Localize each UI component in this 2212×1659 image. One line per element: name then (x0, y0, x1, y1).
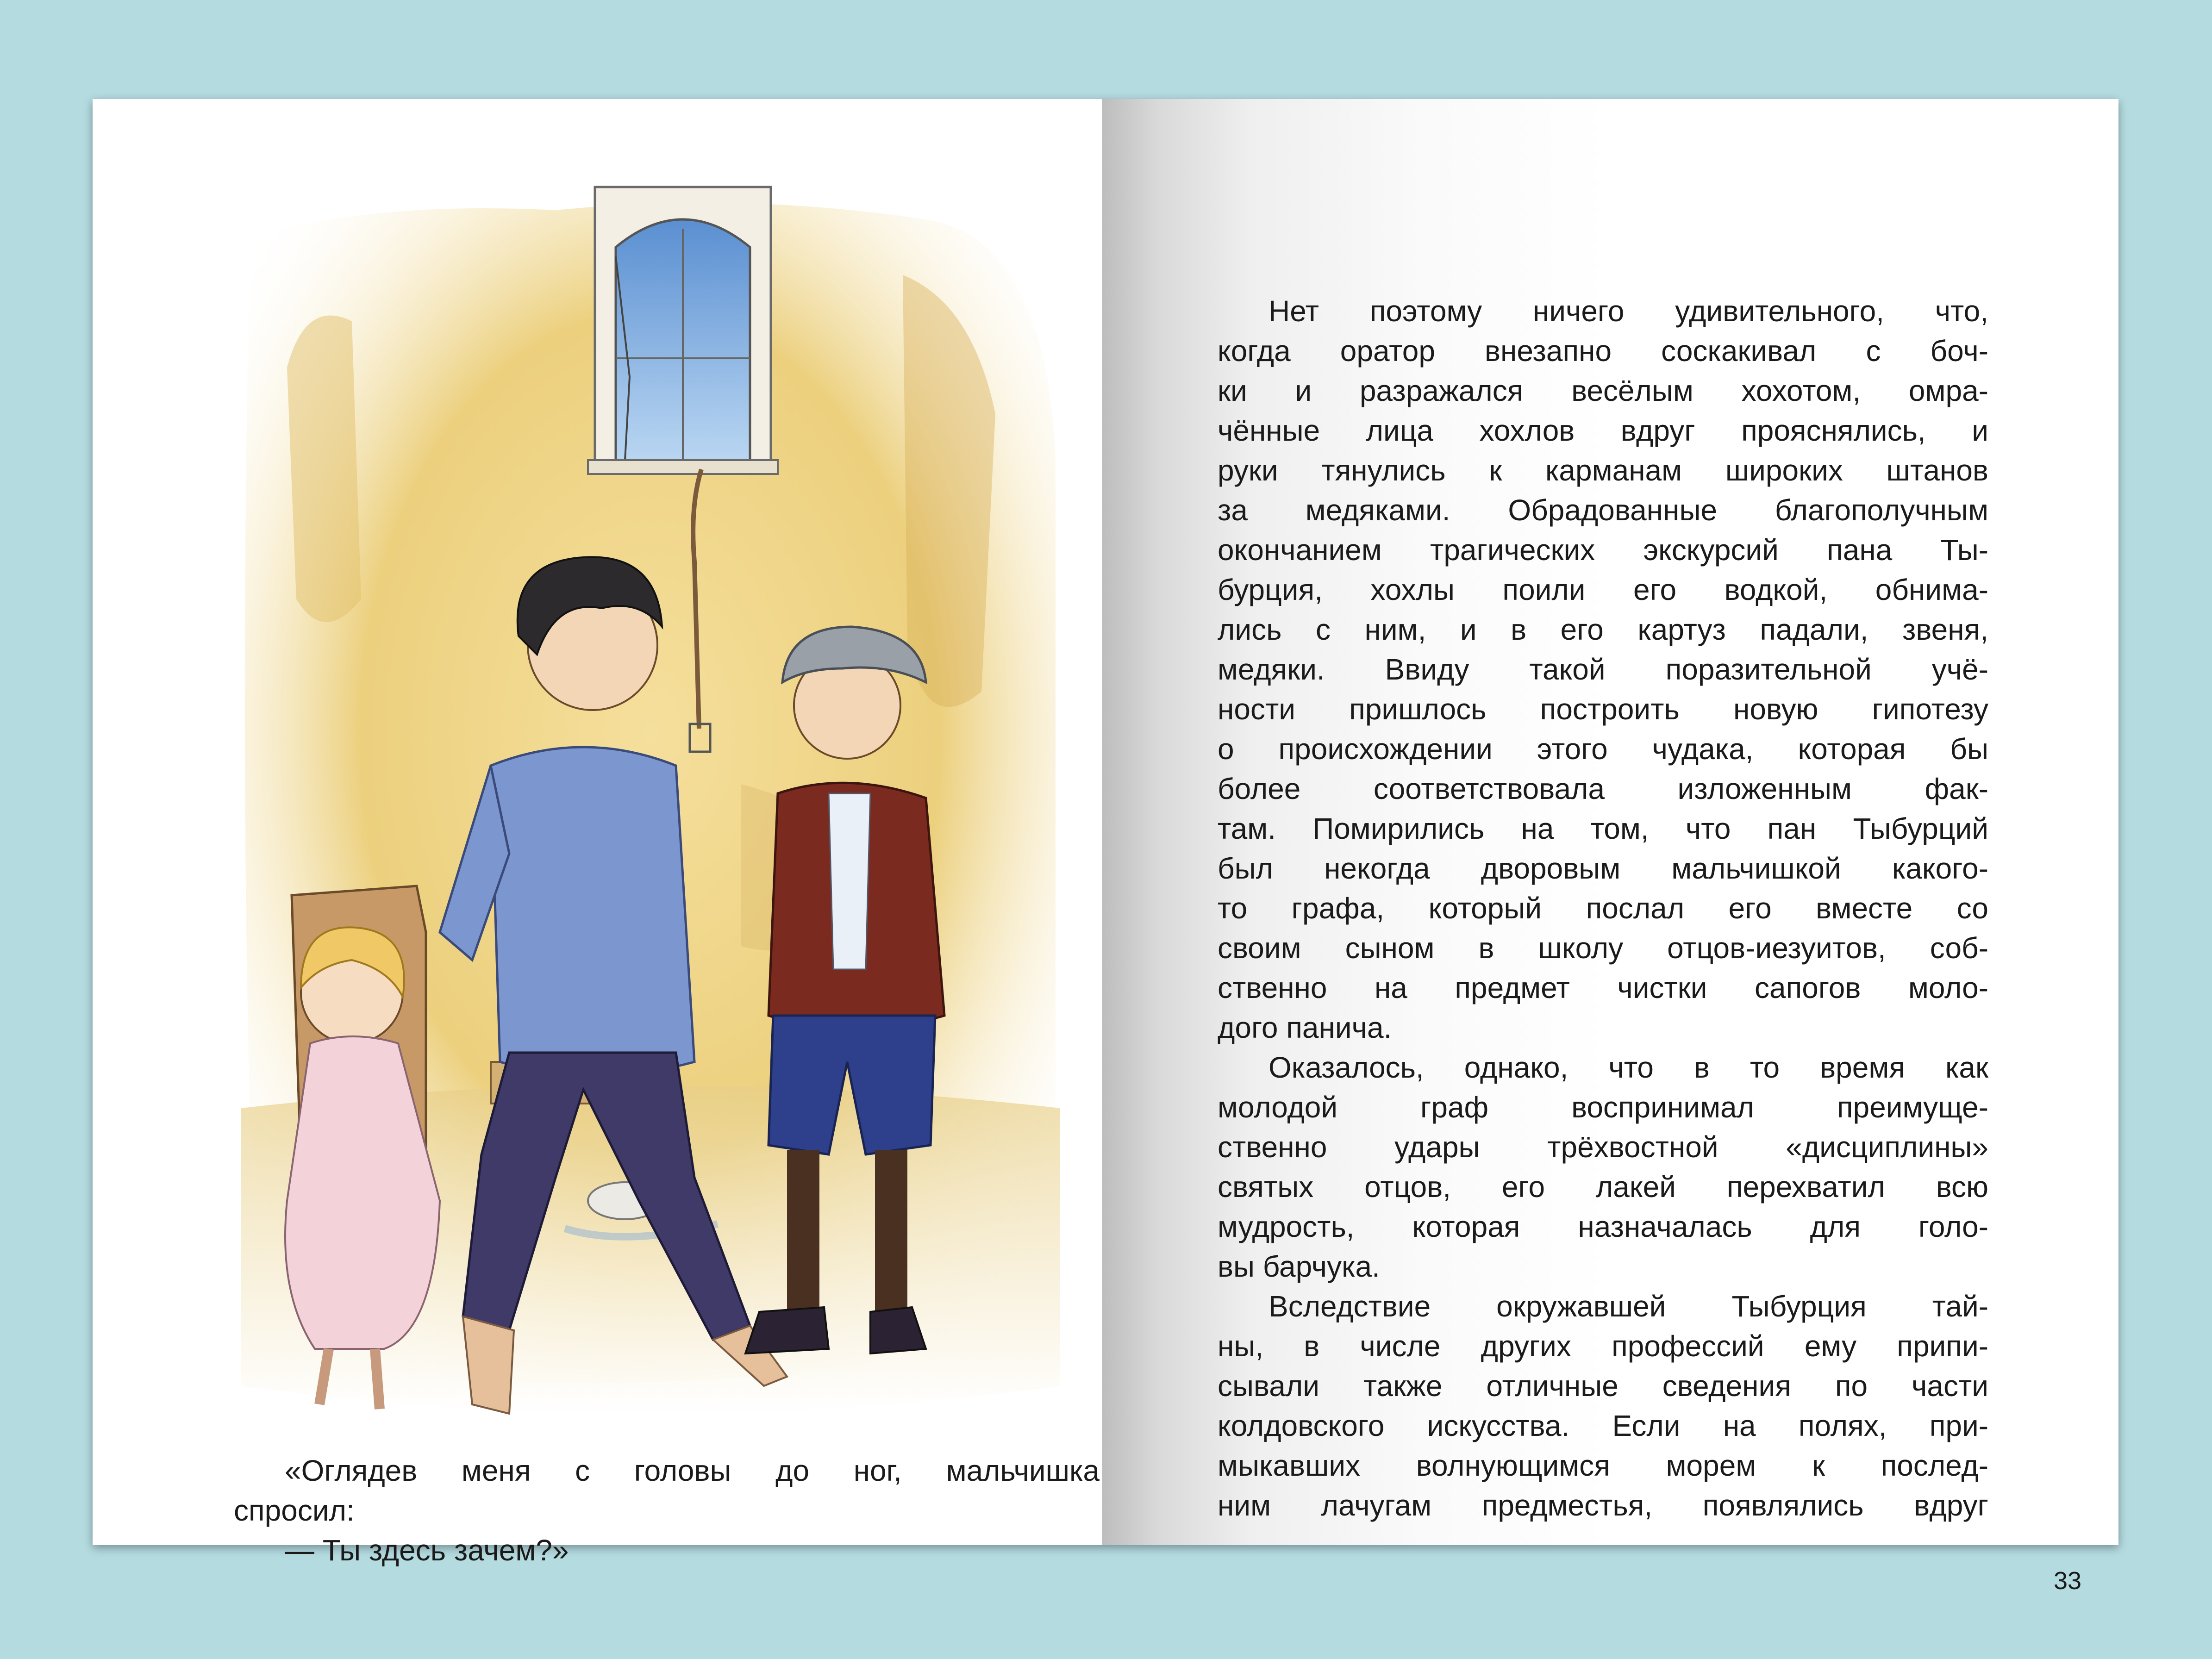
text-line: о происхождении этого чудака, которая бы (1218, 732, 1988, 766)
illustration (231, 182, 1065, 1441)
text-line: ны, в числе других профессий ему припи- (1218, 1329, 1988, 1363)
text-line: ним лачугам предместья, появлялись вдруг (1218, 1489, 1988, 1522)
text-line: сывали также отличные сведения по части (1218, 1369, 1988, 1403)
text-line: то графа, который послал его вместе со (1218, 892, 1988, 925)
caption-line: «Оглядев меня с головы до ног, мальчишка (285, 1454, 1100, 1487)
text-line: колдовского искусства. Если на полях, при- (1218, 1409, 1988, 1442)
text-line: более соответствовала изложенным фак- (1218, 772, 1988, 805)
text-line: святых отцов, его лакей перехватил всю (1218, 1170, 1988, 1204)
text-line: окончанием трагических экскурсий пана Ты- (1218, 533, 1988, 567)
text-line: там. Помирились на том, что пан Тыбурций (1218, 812, 1988, 845)
text-line: ки и разражался весёлым хохотом, омра- (1218, 374, 1988, 407)
text-line: мыкавших волнующимся морем к послед- (1218, 1449, 1988, 1482)
text-line: своим сыном в школу отцов-иезуитов, соб- (1218, 931, 1988, 965)
left-page (93, 99, 1102, 1567)
text-line: ности пришлось построить новую гипотезу (1218, 692, 1988, 726)
book-spread (93, 99, 2118, 1595)
caption-line: спросил: (234, 1494, 355, 1527)
text-line: чённые лица хохлов вдруг прояснялись, и (1218, 414, 1988, 447)
text-line: Нет поэтому ничего удивительного, что, (1268, 294, 1988, 328)
text-line: дого панича. (1218, 1011, 1392, 1044)
text-line: руки тянулись к карманам широких штанов (1218, 454, 1988, 487)
text-line: молодой граф воспринимал преимуще- (1218, 1091, 1988, 1124)
text-line: бурция, хохлы поили его водкой, обнима- (1218, 573, 1988, 606)
text-line: Оказалось, однако, что в то время как (1268, 1051, 1988, 1084)
text-line: мудрость, которая назначалась для голо- (1218, 1210, 1988, 1243)
text-line: вы барчука. (1218, 1250, 1380, 1283)
text-line: ственно на предмет чистки сапогов моло- (1218, 971, 1988, 1004)
page-number: 33 (2054, 1567, 2082, 1595)
illustration-caption (234, 1451, 1100, 1570)
text-line: медяки. Ввиду такой поразительной учё- (1218, 653, 1988, 686)
text-line: ственно удары трёхвостной «дисциплины» (1218, 1130, 1988, 1164)
text-line: Вследствие окружавшей Тыбурция тай- (1268, 1290, 1988, 1323)
text-line: лись с ним, и в его картуз падали, звеня, (1218, 613, 1988, 646)
text-line: был некогда дворовым мальчишкой какого- (1218, 852, 1988, 885)
text-line: за медяками. Обрадованные благополучным (1218, 493, 1988, 527)
text-line: когда оратор внезапно соскакивал с боч- (1218, 334, 1988, 368)
caption-line: — Ты здесь зачем?» (285, 1534, 569, 1567)
body-text (1218, 291, 1988, 1525)
